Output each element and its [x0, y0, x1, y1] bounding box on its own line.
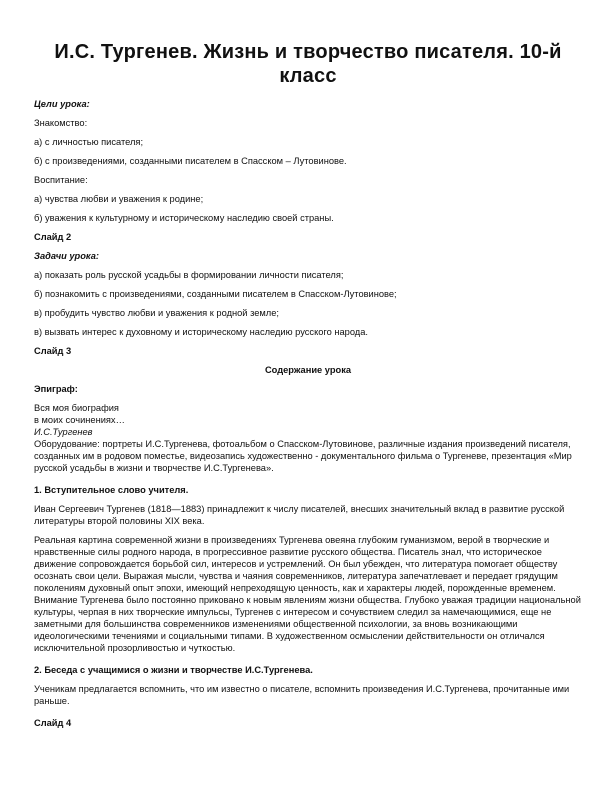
- slide-3-label: Слайд 3: [34, 346, 72, 356]
- task-item: а) показать роль русской усадьбы в формировании личности писателя;: [34, 270, 344, 280]
- slide-4-label: Слайд 4: [34, 718, 72, 728]
- upbringing-item: б) уважения к культурному и историческому наследию своей страны.: [34, 213, 334, 223]
- goals-heading: Цели урока:: [34, 99, 90, 109]
- slide-2-label: Слайд 2: [34, 232, 72, 242]
- upbringing-item: а) чувства любви и уважения к родине;: [34, 194, 204, 204]
- task-item: б) познакомить с произведениями, созданными писателем в Спасском-Лутовинове;: [34, 289, 397, 299]
- tasks-heading: Задачи урока:: [34, 251, 100, 261]
- epigraph-line: в моих сочинениях…: [34, 415, 125, 425]
- task-item: в) пробудить чувство любви и уважения к родной земле;: [34, 308, 279, 318]
- document-page: [34, 40, 582, 729]
- epigraph-author: И.С.Тургенев: [34, 427, 93, 437]
- acquaintance-item: б) с произведениями, созданными писателем в Спасском – Лутовинове.: [34, 156, 347, 166]
- page-title: И.С. Тургенев. Жизнь и творчество писателя. 10-й класс: [54, 41, 562, 87]
- acquaintance-label: Знакомство:: [34, 118, 88, 128]
- epigraph-heading: Эпиграф:: [34, 384, 78, 394]
- section-1-paragraph: Иван Сергеевич Тургенев (1818—1883) принадлежит к числу писателей, внесших значительный вклад в развитие русской литературы второй половины XIX века.: [34, 504, 565, 526]
- epigraph-line: Вся моя биография: [34, 403, 119, 413]
- section-2-heading: 2. Беседа с учащимися о жизни и творчестве И.С.Тургенева.: [34, 665, 313, 675]
- task-item: в) вызвать интерес к духовному и историческому наследию русского народа.: [34, 327, 368, 337]
- equipment-paragraph: Оборудование: портреты И.С.Тургенева, фотоальбом о Спасском-Лутовинове, различные издания произведений писателя, созданных им в родовом поместье, видеозапись художественно - документального фильма о Тургеневе, презентация «Мир русской усадьбы в жизни и творчестве И.С.Тургенева».: [34, 439, 572, 473]
- section-1-paragraph: Реальная картина современной жизни в произведениях Тургенева овеяна глубоким гуманизмом, верой в творческие и нравственные силы родного народа, в прогрессивное развитие русского общества. Писатель знал, что историческое движение сопровождается борьбой сил, интересов и устремлений. Он был убежден, что литература помогает обществу осознать свои цели. Выражая мысли, чувства и чаяния современников, литература запечатлевает и передает грядущим поколениям духовный опыт эпохи, имеющий непреходящую ценность, как и характеры людей, порожденные временем. Внимание Тургенева было постоянно приковано к новым явлениям жизни общества. Глубоко уважая традиции национальной культуры, черпая в них творческие импульсы, Тургенев с интересом и сочувствием следил за намечающимися, еще не заметными для большинства современников изменениями общественной психологии, за вновь возникающими идеологическими течениями и социальными типами. В художественном осмыслении действительности он отличался исключительной прозорливостью и чуткостью.: [34, 535, 581, 653]
- section-2-paragraph: Ученикам предлагается вспомнить, что им известно о писателе, вспомнить произведения И.С.Тургенева, прочитанные ими раньше.: [34, 684, 570, 706]
- acquaintance-item: а) с личностью писателя;: [34, 137, 144, 147]
- section-1-heading: 1. Вступительное слово учителя.: [34, 485, 189, 495]
- content-heading: Содержание урока: [264, 365, 352, 375]
- upbringing-label: Воспитание:: [34, 175, 88, 185]
